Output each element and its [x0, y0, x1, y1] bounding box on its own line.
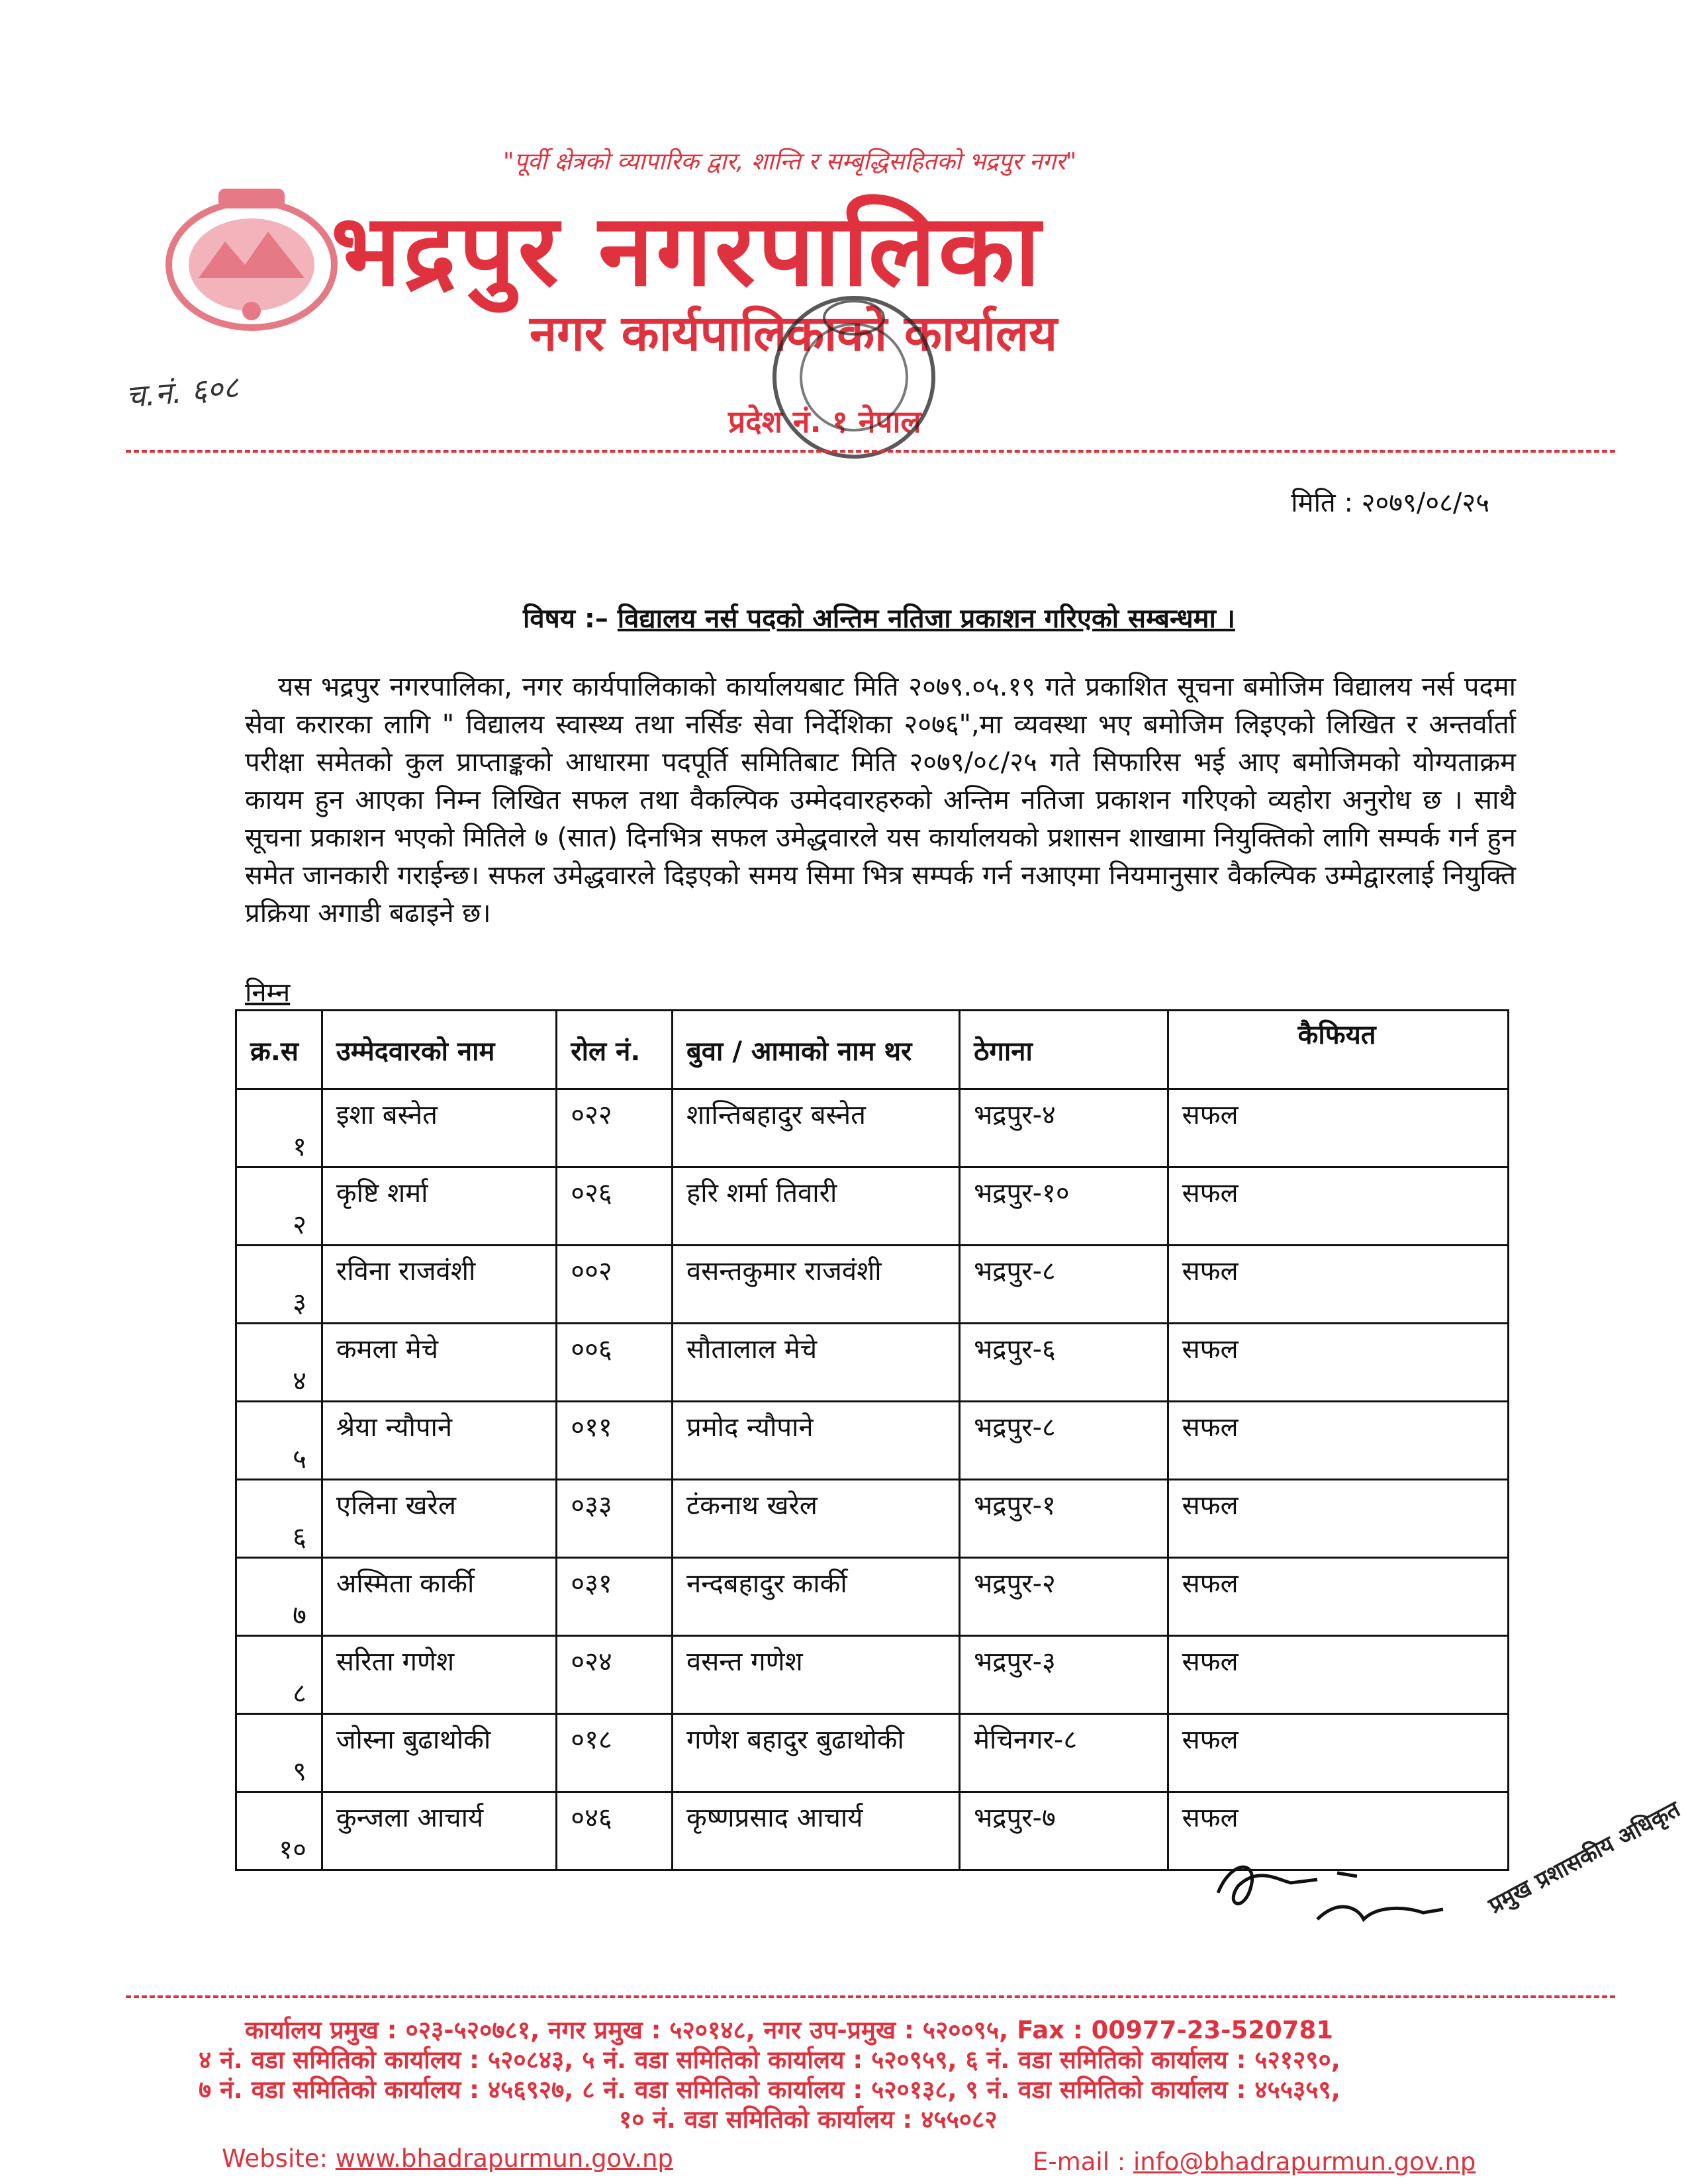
- address-cell: भद्रपुर-८: [960, 1246, 1168, 1324]
- parent-name-cell: शान्तिबहादुर बस्नेत: [672, 1089, 959, 1167]
- candidate-name-cell: कमला मेचे: [322, 1324, 556, 1402]
- address-cell: भद्रपुर-३: [960, 1636, 1168, 1714]
- address-cell: भद्रपुर-१०: [960, 1167, 1168, 1246]
- table-row: [236, 1167, 1509, 1246]
- serial-cell: ४: [236, 1324, 322, 1402]
- remarks-cell: सफल: [1168, 1402, 1508, 1480]
- footer-line-1: कार्यालय प्रमुख : ०२३-५२०७८१, नगर प्रमुख : ५२०१४८, नगर उप-प्रमुख : ५२००९५, Fax : 00977-23-520781: [245, 2016, 1333, 2044]
- candidate-name-cell: एलिना खरेल: [322, 1480, 556, 1558]
- table-row: [236, 1402, 1509, 1480]
- parent-name-cell: कृष्णप्रसाद आचार्य: [672, 1792, 959, 1870]
- letterhead-subtitle: नगर कार्यपालिकाको कार्यालय: [530, 305, 1058, 362]
- serial-cell: ६: [236, 1480, 322, 1558]
- remarks-cell: सफल: [1168, 1792, 1508, 1870]
- notice-body: यस भद्रपुर नगरपालिका, नगर कार्यपालिकाको कार्यालयबाट मिति २०७९.०५.१९ गते प्रकाशित सूचना बमोजिम विद्यालय नर्स पदमा सेवा करारका लागि " विद्यालय स्वास्थ्य तथा नर्सिङ सेवा निर्देशिका २०७६",मा व्यवस्था भए बमोजिम लिइएको लिखित र अन्तर्वार्ता परीक्षा समेतको कुल प्राप्ताङ्कको आधारमा पदपूर्ति समितिबाट मिति २०७९/०८/२५ गते सिफारिस भई आए बमोजिमको योग्यताक्रम कायम हुन आएका निम्न लिखित सफल तथा वैकल्पिक उम्मेदवारहरुको अन्तिम नतिजा प्रकाशन गरिएको व्यहोरा अनुरोध छ । साथै सूचना प्रकाशन भएको मितिले ७ (सात) दिनभित्र सफल उमेद्धवारले यस कार्यालयको प्रशासन शाखामा नियुक्तिको लागि सम्पर्क गर्न हुन समेत जानकारी गराईन्छ। सफल उमेद्धवारले दिइएको समय सिमा भित्र सम्पर्क गर्न नआएमा नियमानुसार वैकल्पिक उम्मेद्वारलाई नियुक्ति प्रक्रिया अगाडी बढाइने छ।: [245, 672, 1516, 929]
- table-row: [236, 1324, 1509, 1402]
- subject-text: विद्यालय नर्स पदको अन्तिम नतिजा प्रकाशन गरिएको सम्बन्धमा ।: [617, 604, 1235, 634]
- letterhead-title: भद्रपुर नगरपालिका: [331, 193, 1043, 308]
- candidate-name-cell: जोस्ना बुढाथोकी: [322, 1714, 556, 1792]
- serial-cell: ५: [236, 1402, 322, 1480]
- serial-cell: ८: [236, 1636, 322, 1714]
- col-candidate-name: उम्मेदवारको नाम: [322, 1011, 556, 1089]
- address-cell: मेचिनगर-८: [960, 1714, 1168, 1792]
- remarks-cell: सफल: [1168, 1714, 1508, 1792]
- candidate-name-cell: इशा बस्नेत: [322, 1089, 556, 1167]
- remarks-cell: सफल: [1168, 1089, 1508, 1167]
- roll-no-cell: ०२४: [557, 1636, 673, 1714]
- parent-name-cell: प्रमोद न्यौपाने: [672, 1402, 959, 1480]
- letter-date: मिति : २०७९/०८/२५: [1291, 488, 1489, 518]
- candidate-name-cell: श्रेया न्यौपाने: [322, 1402, 556, 1480]
- footer-email: [1033, 2148, 1476, 2176]
- remarks-cell: सफल: [1168, 1324, 1508, 1402]
- parent-name-cell: वसन्त गणेश: [672, 1636, 959, 1714]
- footer-line-4: १० नं. वडा समितिको कार्यालय : ४५५०८२: [619, 2105, 998, 2134]
- remarks-cell: सफल: [1168, 1558, 1508, 1636]
- serial-cell: ७: [236, 1558, 322, 1636]
- serial-cell: ९: [236, 1714, 322, 1792]
- signatory-title: प्रमुख प्रशासकीय अधिकृत: [1484, 1796, 1685, 1919]
- table-header-row: [236, 1011, 1509, 1089]
- candidate-name-cell: सरिता गणेश: [322, 1636, 556, 1714]
- remarks-cell: सफल: [1168, 1246, 1508, 1324]
- remarks-cell: सफल: [1168, 1167, 1508, 1246]
- letterhead-location: प्रदेश नं. १ नेपाल: [728, 404, 921, 439]
- table-row: [236, 1480, 1509, 1558]
- parent-name-cell: टंकनाथ खरेल: [672, 1480, 959, 1558]
- footer-line-3: ७ नं. वडा समितिको कार्यालय : ४५६९२७, ८ नं. वडा समितिको कार्यालय : ५२०१३८, ९ नं. वडा समितिको कार्यालय : ४५५३५९,: [199, 2075, 1340, 2104]
- roll-no-cell: ००६: [557, 1324, 673, 1402]
- serial-cell: ३: [236, 1246, 322, 1324]
- roll-no-cell: ०१८: [557, 1714, 673, 1792]
- remarks-cell: सफल: [1168, 1480, 1508, 1558]
- roll-no-cell: ०२२: [557, 1089, 673, 1167]
- roll-no-cell: ०४६: [557, 1792, 673, 1870]
- letterhead-divider: [126, 450, 1615, 453]
- footer-line-2: ४ नं. वडा समितिको कार्यालय : ५२०८४३, ५ नं. वडा समितिको कार्यालय : ५२०९५९, ६ नं. वडा समितिको कार्यालय : ५२१२९०,: [199, 2046, 1340, 2074]
- candidate-name-cell: कृष्टि शर्मा: [322, 1167, 556, 1246]
- table-row: [236, 1246, 1509, 1324]
- parent-name-cell: गणेश बहादुर बुढाथोकी: [672, 1714, 959, 1792]
- email-label: E-mail :: [1033, 2148, 1126, 2176]
- remarks-cell: सफल: [1168, 1636, 1508, 1714]
- serial-cell: १: [236, 1089, 322, 1167]
- parent-name-cell: नन्दबहादुर कार्की: [672, 1558, 959, 1636]
- col-roll-no: रोल नं.: [557, 1011, 673, 1089]
- website-label: Website:: [222, 2144, 328, 2173]
- subject-label: विषय :–: [523, 604, 608, 634]
- parent-name-cell: हरि शर्मा तिवारी: [672, 1167, 959, 1246]
- results-table: [235, 1009, 1509, 1871]
- office-stamp-icon: [755, 278, 953, 490]
- dispatch-number: च.नं. ६०८: [124, 369, 240, 415]
- table-row: [236, 1089, 1509, 1167]
- serial-cell: १०: [236, 1792, 322, 1870]
- candidate-name-cell: अस्मिता कार्की: [322, 1558, 556, 1636]
- address-cell: भद्रपुर-१: [960, 1480, 1168, 1558]
- col-serial: क्र.स: [236, 1011, 322, 1089]
- table-row: [236, 1714, 1509, 1792]
- col-parent-name: बुवा / आमाको नाम थर: [672, 1011, 959, 1089]
- address-cell: भद्रपुर-४: [960, 1089, 1168, 1167]
- roll-no-cell: ००२: [557, 1246, 673, 1324]
- letterhead-tagline: "पूर्वी क्षेत्रको व्यापारिक द्वार, शान्ति र सम्बृद्धिसहितको भद्रपुर नगर": [503, 148, 1077, 175]
- roll-no-cell: ०३३: [557, 1480, 673, 1558]
- footer-website: [222, 2144, 673, 2173]
- list-heading: निम्न: [245, 978, 291, 1008]
- table-row: [236, 1558, 1509, 1636]
- col-remarks: कैफियत: [1168, 1011, 1508, 1089]
- footer-divider: [126, 1995, 1615, 1998]
- nepal-emblem-icon: [152, 179, 351, 338]
- address-cell: भद्रपुर-७: [960, 1792, 1168, 1870]
- address-cell: भद्रपुर-८: [960, 1402, 1168, 1480]
- roll-no-cell: ०११: [557, 1402, 673, 1480]
- parent-name-cell: वसन्तकुमार राजवंशी: [672, 1246, 959, 1324]
- table-row: [236, 1636, 1509, 1714]
- website-link[interactable]: www.bhadrapurmun.gov.np: [335, 2144, 673, 2173]
- candidate-name-cell: रविना राजवंशी: [322, 1246, 556, 1324]
- candidate-name-cell: कुन्जला आचार्य: [322, 1792, 556, 1870]
- address-cell: भद्रपुर-२: [960, 1558, 1168, 1636]
- roll-no-cell: ०२६: [557, 1167, 673, 1246]
- col-address: ठेगाना: [960, 1011, 1168, 1089]
- serial-cell: २: [236, 1167, 322, 1246]
- email-link[interactable]: info@bhadrapurmun.gov.np: [1133, 2148, 1476, 2176]
- subject-line: [523, 599, 1235, 635]
- address-cell: भद्रपुर-६: [960, 1324, 1168, 1402]
- parent-name-cell: सौतालाल मेचे: [672, 1324, 959, 1402]
- roll-no-cell: ०३१: [557, 1558, 673, 1636]
